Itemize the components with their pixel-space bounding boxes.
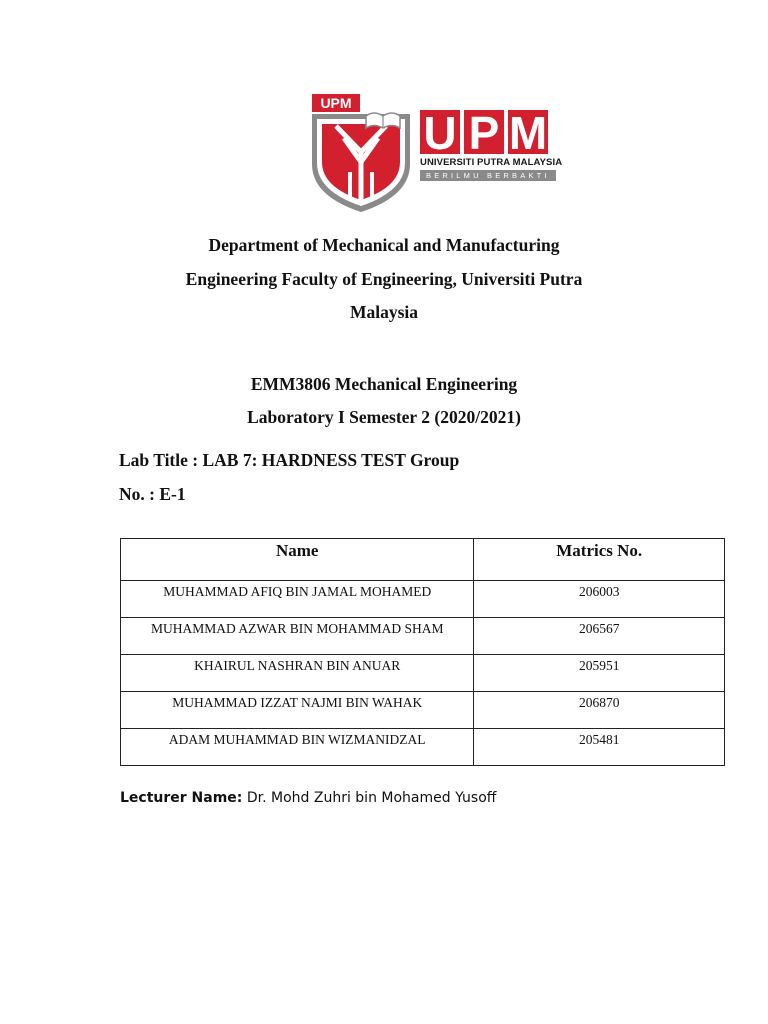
member-matrics-no: 206567 — [474, 618, 725, 655]
members-table — [120, 538, 725, 766]
member-matrics-no: 206003 — [474, 581, 725, 618]
lecturer-name: Dr. Mohd Zuhri bin Mohamed Yusoff — [242, 790, 497, 806]
table-row — [121, 618, 725, 655]
table-row — [121, 655, 725, 692]
member-matrics-no: 206870 — [474, 692, 725, 729]
department-line-1: Department of Mechanical and Manufacturing — [208, 235, 560, 255]
lecturer-line — [120, 790, 496, 806]
wordmark-letter-u: U — [420, 110, 460, 154]
table-row — [121, 729, 725, 766]
upm-logo — [310, 92, 563, 214]
header-matrics-no: Matrics No. — [474, 539, 725, 581]
university-motto: BERILMU BERBAKTI — [420, 170, 556, 181]
wordmark-letter-m: M — [508, 110, 548, 154]
course-line-2: Laboratory I Semester 2 (2020/2021) — [247, 407, 521, 427]
university-name: UNIVERSITI PUTRA MALAYSIA — [420, 157, 563, 168]
table-row — [121, 581, 725, 618]
course-line-1: EMM3806 Mechanical Engineering — [250, 374, 518, 394]
lecturer-label: Lecturer Name: — [120, 790, 243, 806]
wordmark-letter-p: P — [464, 110, 504, 154]
header-name: Name — [121, 539, 474, 581]
crest-label: UPM — [320, 95, 352, 111]
upm-wordmark — [420, 110, 563, 181]
member-name: KHAIRUL NASHRAN BIN ANUAR — [121, 655, 474, 692]
lab-title-line-2: No. : E-1 — [119, 484, 186, 504]
member-name: MUHAMMAD AFIQ BIN JAMAL MOHAMED — [121, 581, 474, 618]
lab-title-line-1: Lab Title : LAB 7: HARDNESS TEST Group — [119, 450, 460, 470]
department-line-2: Engineering Faculty of Engineering, Universiti Putra — [185, 269, 583, 289]
table-row — [121, 692, 725, 729]
member-matrics-no: 205951 — [474, 655, 725, 692]
table-header-row — [121, 539, 725, 581]
member-name: MUHAMMAD IZZAT NAJMI BIN WAHAK — [121, 692, 474, 729]
department-line-3: Malaysia — [349, 302, 419, 322]
member-matrics-no: 205481 — [474, 729, 725, 766]
upm-crest-icon — [310, 92, 412, 214]
member-name: ADAM MUHAMMAD BIN WIZMANIDZAL — [121, 729, 474, 766]
member-name: MUHAMMAD AZWAR BIN MOHAMMAD SHAM — [121, 618, 474, 655]
